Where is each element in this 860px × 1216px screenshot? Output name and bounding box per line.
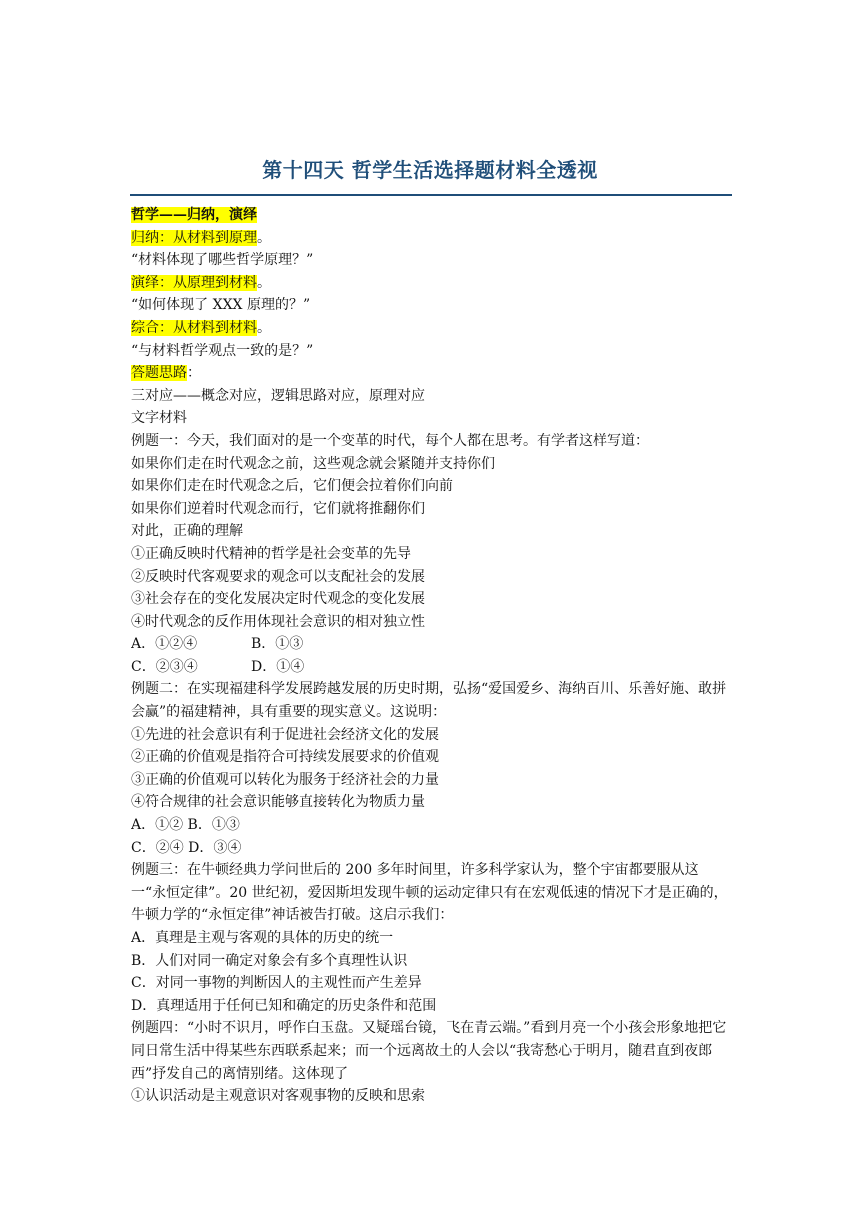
example1-options-row	[131, 656, 731, 679]
example1-statement: ④时代观念的反作用体现社会意识的相对独立性	[131, 613, 425, 630]
example4-statement: ①认识活动是主观意识对客观事物的反映和思索	[131, 1088, 425, 1105]
example1-quote: 如果你们逆着时代观念而行，它们就将推翻你们	[131, 500, 425, 517]
option-c: C．②③④	[131, 658, 198, 675]
example1-statement: ③社会存在的变化发展决定时代观念的变化发展	[131, 591, 425, 608]
title-divider	[130, 194, 732, 196]
colon: ：	[187, 365, 201, 382]
example1-quote: 如果你们走在时代观念之后，它们便会拉着你们向前	[131, 478, 453, 495]
example1-quote: 如果你们走在时代观念之前，这些观念就会紧随并支持你们	[131, 455, 495, 472]
example1-stem: 例题一：今天，我们面对的是一个变革的时代，每个人都在思考。有学者这样写道：	[131, 432, 649, 449]
option-a: A．①②④	[131, 636, 198, 653]
example2-statement: ①先进的社会意识有利于促进社会经济文化的发展	[131, 726, 439, 743]
synthesis-label: 综合：从材料到材料	[131, 319, 257, 336]
example2-statement: ③正确的价值观可以转化为服务于经济社会的力量	[131, 771, 439, 788]
example2-options-ab: A．①② B．①③	[131, 817, 240, 834]
text-material-label: 文字材料	[131, 410, 187, 427]
option-d: D．①④	[251, 658, 305, 675]
period: 。	[257, 274, 271, 291]
example3-option-a: A．真理是主观与客观的具体的历史的统一	[131, 930, 394, 946]
example2-options-cd: C．②④ D．③④	[131, 839, 242, 856]
approach-label: 答题思路	[131, 365, 187, 382]
example3-option-b: B．人们对同一确定对象会有多个真理性认识	[131, 952, 408, 969]
induction-label: 归纳：从材料到原理	[131, 229, 257, 246]
example1-statement: ①正确反映时代精神的哲学是社会变革的先导	[131, 545, 411, 562]
induction-question: “材料体现了哪些哲学原理？”	[131, 252, 314, 269]
approach-text: 三对应——概念对应，逻辑思路对应，原理对应	[131, 387, 425, 404]
deduction-label: 演绎：从原理到材料	[131, 274, 257, 291]
example2-stem: 例题二：在实现福建科学发展跨越发展的历史时期，弘扬“爱国爱乡、海纳百川、乐善好施、敢拼会赢”的福建精神，具有重要的现实意义。这说明：	[131, 681, 727, 721]
example3-stem: 例题三：在牛顿经典力学问世后的 200 多年时间里，许多科学家认为，整个宇宙都要服从这一“永恒定律”。20 世纪初，爱因斯坦发现牛顿的运动定律只有在宏观低速的情况下才是正确的，牛顿力学的“永恒定律”神话被告打破。这启示我们：	[131, 862, 728, 924]
example3-option-d: D．真理适用于任何已知和确定的历史条件和范围	[131, 997, 437, 1014]
intro-heading: 哲学——归纳，演绎	[131, 207, 257, 223]
example1-question: 对此，正确的理解	[131, 523, 243, 540]
example1-options-row	[131, 633, 731, 656]
deduction-question: “如何体现了 XXX 原理的？”	[131, 297, 311, 314]
period: 。	[257, 229, 271, 246]
option-b: B．①③	[251, 636, 304, 653]
example2-statement: ②正确的价值观是指符合可持续发展要求的价值观	[131, 749, 439, 766]
period: 。	[257, 319, 271, 336]
document-body	[131, 204, 731, 1108]
example1-statement: ②反映时代客观要求的观念可以支配社会的发展	[131, 568, 425, 585]
example4-stem: 例题四：“小时不识月，呼作白玉盘。又疑瑶台镜，飞在青云端。”看到月亮一个小孩会形象地把它同日常生活中得某些东西联系起来；而一个远离故土的人会以“我寄愁心于明月，随君直到夜郎西”抒发自己的离情别绪。这体现了	[131, 1020, 727, 1082]
example2-statement: ④符合规律的社会意识能够直接转化为物质力量	[131, 794, 425, 811]
synthesis-question: “与材料哲学观点一致的是？”	[131, 342, 314, 359]
page-title: 第十四天 哲学生活选择题材料全透视	[262, 158, 598, 182]
example3-option-c: C．对同一事物的判断因人的主观性而产生差异	[131, 975, 422, 992]
